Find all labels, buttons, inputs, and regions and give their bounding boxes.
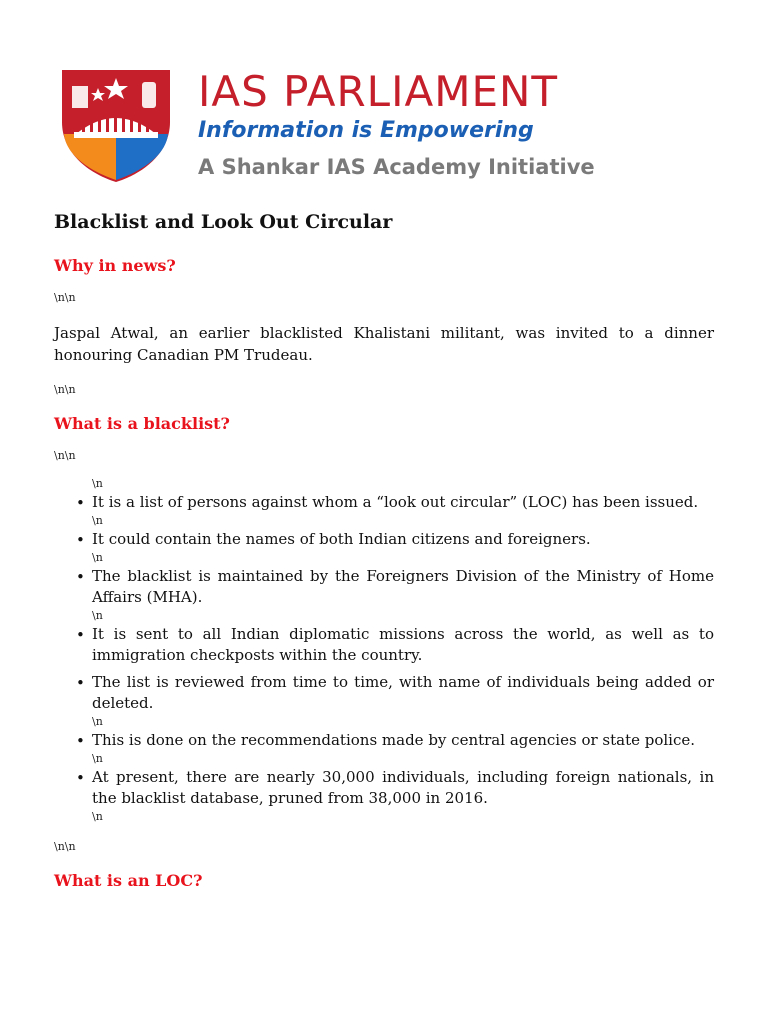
section-heading-what-is-a-blacklist: What is a blacklist? [54,414,230,433]
list-item-text: It is sent to all Indian diplomatic missions across the world, as well as to immigration checkposts within the country. [92,625,714,664]
newline-artifact: \n [92,752,103,765]
brand-tagline: Information is Empowering [198,118,534,143]
newline-artifact: \n [92,514,103,527]
newline-artifact: \n [92,715,103,728]
list-item [54,767,714,809]
bullet-icon: • [76,769,85,787]
list-item-text: The blacklist is maintained by the Foreigners Division of the Ministry of Home Affairs (MHA). [92,567,714,606]
list-item [54,566,714,608]
article-title: Blacklist and Look Out Circular [54,211,393,233]
news-paragraph: Jaspal Atwal, an earlier blacklisted Khalistani militant, was invited to a dinner honouring Canadian PM Trudeau. [54,324,714,364]
list-item [54,529,714,550]
brand-header [58,64,718,186]
list-item-text: The list is reviewed from time to time, with name of individuals being added or deleted. [92,673,714,712]
newline-artifact: \n\n [54,383,76,396]
bullet-icon: • [76,674,85,692]
newline-artifact: \n\n [54,840,76,853]
newline-artifact: \n\n [54,291,76,304]
list-item [54,624,714,666]
newline-artifact: \n [92,551,103,564]
bullet-icon: • [76,568,85,586]
list-item [54,492,714,513]
bullet-icon: • [76,626,85,644]
list-item-text: This is done on the recommendations made by central agencies or state police. [92,731,696,749]
bullet-icon: • [76,732,85,750]
bullet-icon: • [76,494,85,512]
brand-subtitle: A Shankar IAS Academy Initiative [198,155,595,179]
newline-artifact: \n [92,477,103,490]
brand-title: IAS PARLIAMENT [198,67,559,116]
newline-artifact: \n\n [54,449,76,462]
parliament-shield-logo [58,64,174,184]
blacklist-bullet-list [54,476,714,825]
newline-artifact: \n [92,810,103,823]
section-heading-why-in-news: Why in news? [54,256,176,275]
article-body [54,208,714,893]
list-item-text: It could contain the names of both Indian citizens and foreigners. [92,530,591,548]
list-item-text: At present, there are nearly 30,000 individuals, including foreign nationals, in the blacklist database, pruned from 38,000 in 2016. [92,768,714,807]
newline-artifact: \n [92,609,103,622]
list-item [54,672,714,714]
section-heading-what-is-an-loc: What is an LOC? [54,871,203,890]
bullet-icon: • [76,531,85,549]
list-item-text: It is a list of persons against whom a “look out circular” (LOC) has been issued. [92,493,699,511]
list-item [54,730,714,751]
